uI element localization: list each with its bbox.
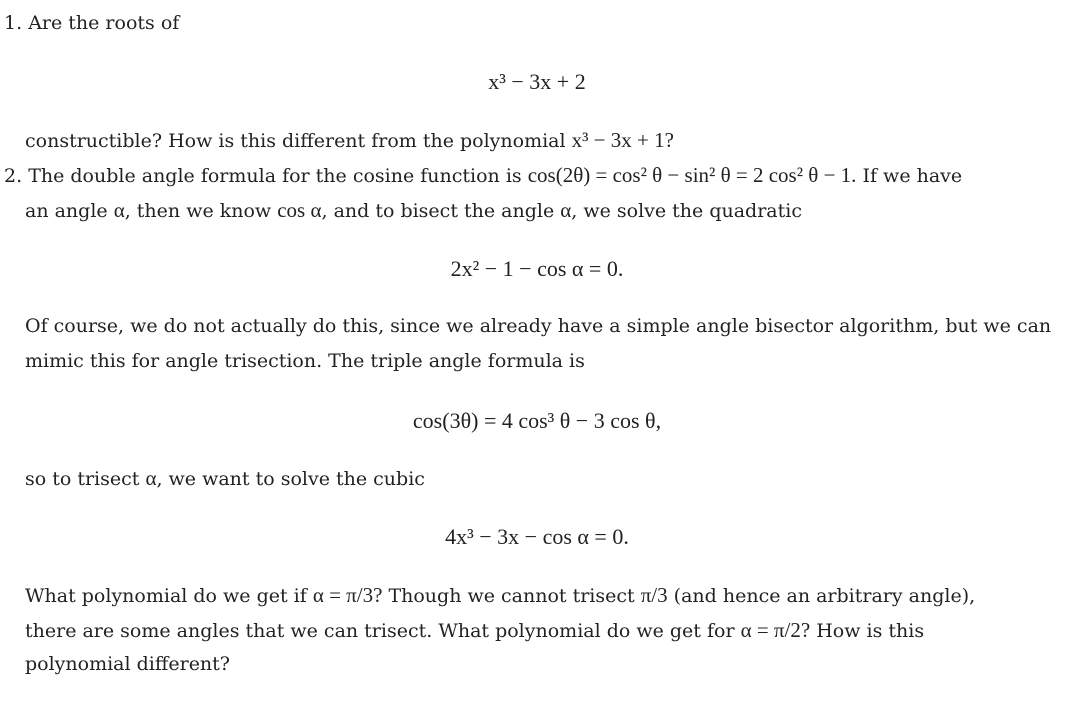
problem-2-number: 2. bbox=[4, 165, 23, 187]
problem-2-intro-text: The double angle formula for the cosine function is bbox=[28, 165, 528, 187]
display-triple-angle-formula: cos(3θ) = 4 cos³ θ − 3 cos θ, bbox=[412, 408, 662, 433]
paragraph-question-line-3: polynomial different? bbox=[25, 653, 230, 675]
paragraph-bisector-line-1: Of course, we do not actually do this, since we already have a simple angle bisector algorithm, but we can bbox=[25, 315, 1052, 337]
problem-2-bisect-line bbox=[25, 200, 802, 221]
math-pi-over-3: π/3 bbox=[640, 583, 668, 607]
display-quadratic: 2x² − 1 − cos α = 0. bbox=[450, 256, 624, 281]
text-segment: there are some angles that we can trisect. What polynomial do we get for bbox=[25, 620, 741, 642]
text-segment: so to trisect bbox=[25, 468, 146, 490]
text-segment: an angle bbox=[25, 200, 114, 222]
text-segment: , then we know bbox=[124, 200, 278, 222]
paragraph-question-line-2 bbox=[25, 620, 924, 641]
math-cos-alpha: cos α bbox=[277, 198, 322, 222]
display-cubic: 4x³ − 3x − cos α = 0. bbox=[445, 524, 629, 549]
math-alpha: α bbox=[145, 466, 157, 490]
problem-1-intro bbox=[4, 14, 179, 33]
text-segment: (and hence an arbitrary angle), bbox=[667, 585, 976, 607]
problem-1-number: 1. bbox=[4, 12, 23, 34]
paragraph-bisector-line-2: mimic this for angle trisection. The triple angle formula is bbox=[25, 350, 585, 372]
math-alpha: α bbox=[113, 198, 125, 222]
text-segment: , and to bisect the angle bbox=[321, 200, 561, 222]
text-segment: Though we cannot trisect bbox=[382, 585, 641, 607]
text-segment: , we want to solve the cubic bbox=[156, 468, 425, 490]
problem-2-double-angle-formula: cos(2θ) = cos² θ − sin² θ = 2 cos² θ − 1. bbox=[527, 163, 857, 187]
problem-1-text: Are the roots of bbox=[28, 12, 180, 34]
problem-1-display-polynomial: x³ − 3x + 2 bbox=[488, 69, 586, 94]
problem-1-question-text: constructible? How is this different from the polynomial bbox=[25, 130, 572, 152]
problem-2-intro-tail: If we have bbox=[856, 165, 963, 187]
text-segment: How is this bbox=[810, 620, 925, 642]
paragraph-trisect bbox=[25, 468, 425, 489]
text-segment: , we solve the quadratic bbox=[571, 200, 802, 222]
text-segment: What polynomial do we get if bbox=[25, 585, 313, 607]
math-alpha-pi-over-2: α = π/2? bbox=[740, 618, 811, 642]
problem-1-question bbox=[25, 130, 674, 151]
math-alpha-pi-over-3: α = π/3? bbox=[312, 583, 383, 607]
problem-2-intro bbox=[4, 165, 962, 186]
paragraph-question-line-1 bbox=[25, 585, 975, 606]
math-alpha: α bbox=[560, 198, 572, 222]
problem-1-question-math: x³ − 3x + 1? bbox=[571, 128, 674, 152]
